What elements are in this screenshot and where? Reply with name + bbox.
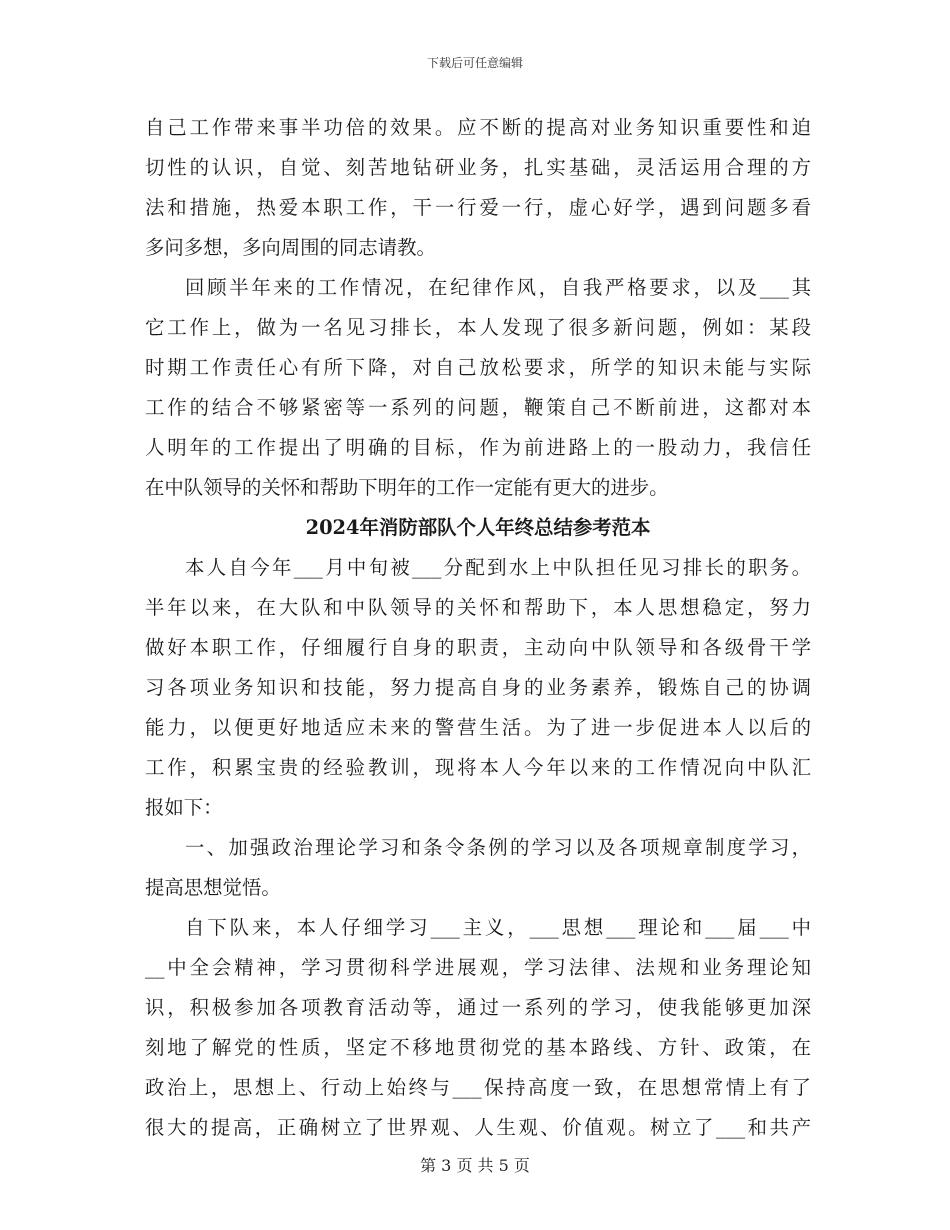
text-line: 刻地了解党的性质，坚定不移地贯彻党的基本路线、方针、政策，在 <box>145 1036 811 1059</box>
text-line: 报如下： <box>145 796 223 819</box>
page-number: 第 3 页 共 5 页 <box>420 1156 530 1175</box>
text-line: __中全会精神，学习贯彻科学进展观，学习法律、法规和业务理论知 <box>145 956 811 979</box>
text-line: 法和措施，热爱本职工作，干一行爱一行，虚心好学，遇到问题多看 <box>145 196 811 219</box>
text-line: 半年以来，在大队和中队领导的关怀和帮助下，本人思想稳定，努力 <box>145 596 811 619</box>
text-line: 在中队领导的关怀和帮助下明年的工作一定能有更大的进步。 <box>145 476 669 499</box>
text-line: 它工作上，做为一名见习排长，本人发现了很多新问题，例如：某段 <box>145 316 811 339</box>
text-line: 识，积极参加各项教育活动等，通过一系列的学习，使我能够更加深 <box>145 996 811 1019</box>
text-line: 自己工作带来事半功倍的效果。应不断的提高对业务知识重要性和迫 <box>145 116 811 139</box>
text-line: 能力，以便更好地适应未来的警营生活。为了进一步促进本人以后的 <box>145 716 811 739</box>
section-title: 2024年消防部队个人年终总结参考范本 <box>305 516 651 539</box>
text-line: 提高思想觉悟。 <box>145 876 281 899</box>
text-line: 时期工作责任心有所下降，对自己放松要求，所学的知识未能与实际 <box>145 356 811 379</box>
text-line: 切性的认识，自觉、刻苦地钻研业务，扎实基础，灵活运用合理的方 <box>145 156 811 179</box>
page-header-note: 下载后可任意编辑 <box>426 56 523 70</box>
text-line: 做好本职工作，仔细履行自身的职责，主动向中队领导和各级骨干学 <box>145 636 811 659</box>
text-line: 本人自今年___月中旬被___分配到水上中队担任见习排长的职务。 <box>185 556 811 579</box>
text-line: 工作，积累宝贵的经验教训，现将本人今年以来的工作情况向中队汇 <box>145 756 811 779</box>
text-line: 很大的提高，正确树立了世界观、人生观、价值观。树立了___和共产 <box>145 1116 811 1139</box>
text-line: 人明年的工作提出了明确的目标，作为前进路上的一股动力，我信任 <box>145 436 811 459</box>
text-line: 一、加强政治理论学习和条令条例的学习以及各项规章制度学习， <box>185 836 811 859</box>
text-line: 政治上，思想上、行动上始终与___保持高度一致，在思想常情上有了 <box>145 1076 811 1099</box>
text-line: 多问多想，多向周围的同志请教。 <box>145 236 436 259</box>
document-body <box>145 108 811 1148</box>
text-line: 自下队来，本人仔细学习___主义，___思想___理论和___届___中 <box>185 916 811 939</box>
text-line: 工作的结合不够紧密等一系列的问题，鞭策自己不断前进，这都对本 <box>145 396 811 419</box>
text-line: 习各项业务知识和技能，努力提高自身的业务素养，锻炼自己的协调 <box>145 676 811 699</box>
text-line: 回顾半年来的工作情况，在纪律作风，自我严格要求，以及___其 <box>185 276 811 299</box>
